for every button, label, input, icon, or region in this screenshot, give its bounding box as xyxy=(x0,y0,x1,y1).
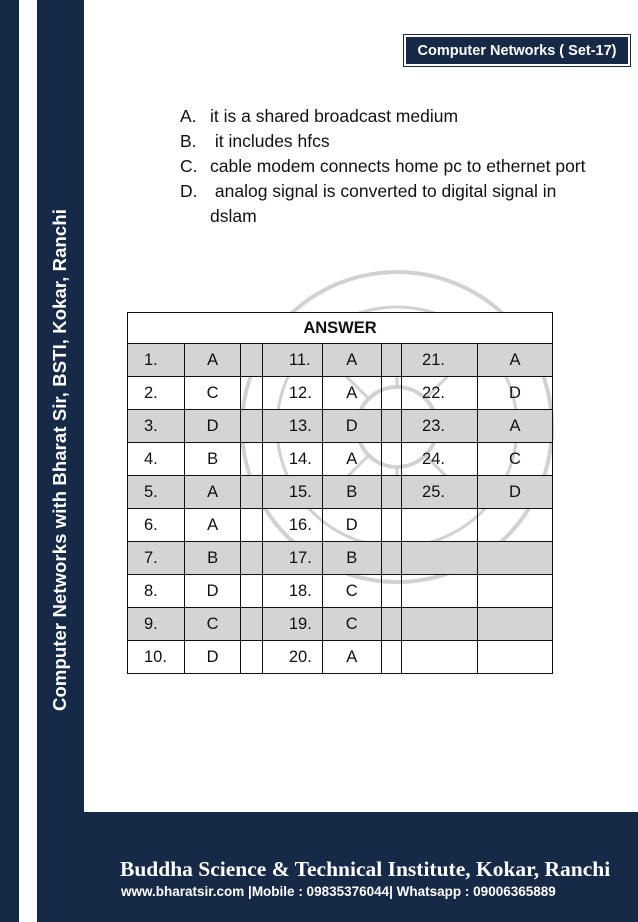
table-row xyxy=(128,410,553,443)
question-number-cell: 5. xyxy=(128,476,185,509)
table-row xyxy=(128,575,553,608)
question-number-cell: 1. xyxy=(128,344,185,377)
option-c xyxy=(180,154,600,179)
answer-cell: A xyxy=(322,443,381,476)
question-number-cell: 18. xyxy=(262,575,322,608)
answer-cell: D xyxy=(478,476,553,509)
sidebar-strip xyxy=(0,0,19,922)
question-number-cell: 14. xyxy=(262,443,322,476)
spacer-cell xyxy=(241,641,262,674)
spacer-cell xyxy=(241,509,262,542)
table-row xyxy=(128,377,553,410)
spacer-cell xyxy=(241,476,262,509)
question-number-cell: 8. xyxy=(128,575,185,608)
option-letter: C. xyxy=(180,156,198,176)
spacer-cell xyxy=(241,377,262,410)
question-number-cell: 19. xyxy=(262,608,322,641)
spacer-cell xyxy=(381,443,401,476)
question-number-cell: 3. xyxy=(128,410,185,443)
question-number-cell xyxy=(402,641,478,674)
question-number-cell xyxy=(402,608,478,641)
option-a xyxy=(180,104,600,129)
question-number-cell: 13. xyxy=(262,410,322,443)
spacer-cell xyxy=(381,476,401,509)
answer-cell xyxy=(478,509,553,542)
question-number-cell: 21. xyxy=(402,344,478,377)
question-number-cell xyxy=(402,509,478,542)
answer-cell: B xyxy=(322,476,381,509)
answer-cell xyxy=(478,575,553,608)
answer-cell: B xyxy=(184,443,241,476)
option-letter: D. xyxy=(180,181,198,201)
answer-cell: C xyxy=(478,443,553,476)
header-badge: Computer Networks ( Set-17) xyxy=(404,35,630,66)
option-text: it is a shared broadcast medium xyxy=(210,106,459,126)
answer-cell xyxy=(478,542,553,575)
sidebar-title: Computer Networks with Bharat Sir, BSTI, Kokar, Ranchi xyxy=(49,209,70,711)
answer-cell: A xyxy=(478,344,553,377)
answer-cell: C xyxy=(322,575,381,608)
answer-cell: C xyxy=(322,608,381,641)
table-row xyxy=(128,509,553,542)
option-text: cable modem connects home pc to ethernet port xyxy=(210,156,586,176)
answer-table-title: ANSWER xyxy=(128,313,553,344)
answer-cell: D xyxy=(184,410,241,443)
answer-cell: D xyxy=(184,575,241,608)
question-number-cell xyxy=(402,575,478,608)
table-row xyxy=(128,344,553,377)
question-number-cell: 22. xyxy=(402,377,478,410)
question-number-cell: 4. xyxy=(128,443,185,476)
spacer-cell xyxy=(241,344,262,377)
table-row xyxy=(128,641,553,674)
answer-cell: D xyxy=(478,377,553,410)
spacer-cell xyxy=(381,575,401,608)
answer-cell: B xyxy=(184,542,241,575)
option-letter: B. xyxy=(180,131,197,151)
question-number-cell: 25. xyxy=(402,476,478,509)
spacer-cell xyxy=(241,608,262,641)
answer-cell: D xyxy=(184,641,241,674)
table-row xyxy=(128,443,553,476)
question-number-cell: 12. xyxy=(262,377,322,410)
question-number-cell xyxy=(402,542,478,575)
spacer-cell xyxy=(381,641,401,674)
spacer-cell xyxy=(241,443,262,476)
question-options xyxy=(180,104,600,229)
answer-cell: C xyxy=(184,377,241,410)
option-letter: A. xyxy=(180,106,197,126)
answer-cell xyxy=(478,641,553,674)
answer-cell: A xyxy=(184,476,241,509)
spacer-cell xyxy=(381,509,401,542)
option-b xyxy=(180,129,600,154)
spacer-cell xyxy=(381,410,401,443)
question-number-cell: 11. xyxy=(262,344,322,377)
question-number-cell: 17. xyxy=(262,542,322,575)
footer-contact: www.bharatsir.com |Mobile : 09835376044| Whatsapp : 09006365889 xyxy=(121,884,556,899)
question-number-cell: 15. xyxy=(262,476,322,509)
table-row xyxy=(128,608,553,641)
question-number-cell: 16. xyxy=(262,509,322,542)
question-number-cell: 6. xyxy=(128,509,185,542)
answer-cell: A xyxy=(184,509,241,542)
table-row xyxy=(128,542,553,575)
answer-cell: B xyxy=(322,542,381,575)
answer-cell: A xyxy=(322,641,381,674)
question-number-cell: 24. xyxy=(402,443,478,476)
option-text: analog signal is converted to digital signal in dslam xyxy=(210,181,562,226)
question-number-cell: 7. xyxy=(128,542,185,575)
question-number-cell: 23. xyxy=(402,410,478,443)
question-number-cell: 10. xyxy=(128,641,185,674)
option-text: it includes hfcs xyxy=(210,131,330,151)
answer-cell: D xyxy=(322,509,381,542)
answer-cell: A xyxy=(322,377,381,410)
answer-cell: A xyxy=(322,344,381,377)
spacer-cell xyxy=(241,410,262,443)
question-number-cell: 20. xyxy=(262,641,322,674)
spacer-cell xyxy=(241,575,262,608)
table-row xyxy=(128,476,553,509)
question-number-cell: 9. xyxy=(128,608,185,641)
answer-cell xyxy=(478,608,553,641)
answer-cell: A xyxy=(184,344,241,377)
spacer-cell xyxy=(381,377,401,410)
answer-cell: A xyxy=(478,410,553,443)
spacer-cell xyxy=(241,542,262,575)
spacer-cell xyxy=(381,608,401,641)
question-number-cell: 2. xyxy=(128,377,185,410)
answer-cell: D xyxy=(322,410,381,443)
option-d xyxy=(180,179,570,229)
answer-cell: C xyxy=(184,608,241,641)
answer-table xyxy=(127,312,553,674)
footer-institute-name: Buddha Science & Technical Institute, Kokar, Ranchi xyxy=(120,857,611,881)
spacer-cell xyxy=(381,542,401,575)
spacer-cell xyxy=(381,344,401,377)
